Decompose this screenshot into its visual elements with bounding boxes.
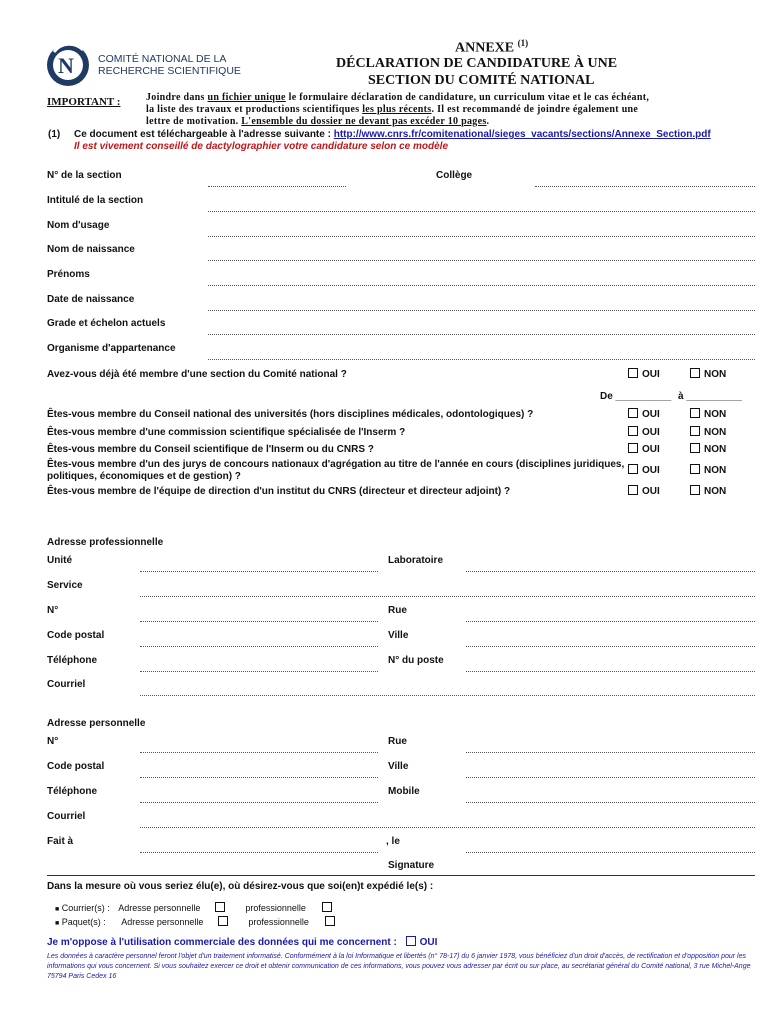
direction-non-checkbox[interactable]: NON bbox=[690, 485, 726, 497]
pro-code-postal-label: Code postal bbox=[47, 630, 105, 641]
important-text: Joindre dans un fichier unique le formulaire déclaration de candidature, un curriculum vitae et le cas échéant, la liste des travaux et productions scientifiques les plus récents. Il est recommandé de joindre également une lettre de motivation. L'ensemble du dossier ne devant pas excéder 10 pages. bbox=[146, 92, 650, 127]
opposition-row: Je m'oppose à l'utilisation commerciale des données qui me concernent : OUI bbox=[47, 937, 438, 948]
download-link[interactable]: http://www.cnrs.fr/comitenational/sieges_vacants/sections/Annexe_Section.pdf bbox=[333, 129, 711, 140]
date-naissance-field[interactable] bbox=[208, 310, 755, 311]
question-conseil-scientifique: Êtes-vous membre du Conseil scientifique de l'Inserm ou du CNRS ? bbox=[47, 444, 374, 455]
checkbox-icon bbox=[628, 368, 638, 378]
important-label: IMPORTANT : bbox=[47, 96, 121, 108]
note-text: Ce document est téléchargeable à l'adresse suivante : http://www.cnrs.fr/comitenational/sieges_vacants/sections/Annexe_Section.pdf bbox=[74, 129, 711, 140]
question-jurys-1: Êtes-vous membre d'un des jurys de concours nationaux d'agrégation au titre de l'année en cours (disciplines juridiques, bbox=[47, 459, 625, 470]
laboratoire-label: Laboratoire bbox=[388, 555, 444, 566]
logo-text bbox=[98, 53, 241, 77]
cnu-non-checkbox[interactable]: NON bbox=[690, 408, 726, 420]
perso-telephone-field[interactable] bbox=[140, 802, 378, 803]
prenoms-label: Prénoms bbox=[47, 269, 90, 280]
perso-mobile-label: Mobile bbox=[388, 786, 420, 797]
direction-oui-checkbox[interactable]: OUI bbox=[628, 485, 660, 497]
logo-line-2: RECHERCHE SCIENTIFIQUE bbox=[98, 65, 241, 77]
perso-courriel-label: Courriel bbox=[47, 811, 86, 822]
intitule-field[interactable] bbox=[208, 211, 755, 212]
question-cnu: Êtes-vous membre du Conseil national des universités (hors disciplines médicales, odontologiques) ? bbox=[47, 409, 534, 420]
pro-rue-label: Rue bbox=[388, 605, 407, 616]
unite-label: Unité bbox=[47, 555, 72, 566]
fait-a-field[interactable] bbox=[140, 852, 378, 853]
question-jurys-2: politiques, économiques et de gestion) ? bbox=[47, 471, 241, 482]
college-field[interactable] bbox=[535, 186, 755, 187]
logo-line-1: COMITÉ NATIONAL DE LA bbox=[98, 53, 227, 65]
inserm-commission-non-checkbox[interactable]: NON bbox=[690, 426, 726, 438]
svg-text:N: N bbox=[58, 53, 74, 78]
courrier-pro-checkbox[interactable] bbox=[322, 902, 332, 912]
organisme-label: Organisme d'appartenance bbox=[47, 343, 176, 354]
paquet-pro-checkbox[interactable] bbox=[325, 916, 335, 926]
cnrs-logo-icon bbox=[45, 42, 95, 88]
courrier-perso-checkbox[interactable] bbox=[215, 902, 225, 912]
pro-rue-field[interactable] bbox=[466, 621, 755, 622]
perso-ville-field[interactable] bbox=[466, 777, 755, 778]
section-label: N° de la section bbox=[47, 170, 122, 181]
pro-ville-label: Ville bbox=[388, 630, 409, 641]
jurys-oui-checkbox[interactable]: OUI bbox=[628, 464, 660, 476]
question-membre-section: Avez-vous déjà été membre d'une section du Comité national ? bbox=[47, 369, 347, 380]
cnrs-logo bbox=[45, 42, 95, 91]
signature-label: Signature bbox=[388, 860, 435, 871]
conseil-non-checkbox[interactable]: NON bbox=[690, 443, 726, 455]
pro-telephone-label: Téléphone bbox=[47, 655, 98, 666]
question-inserm-commission: Êtes-vous membre d'une commission scientifique spécialisée de l'Inserm ? bbox=[47, 427, 406, 438]
nom-naissance-label: Nom de naissance bbox=[47, 244, 135, 255]
jurys-non-checkbox[interactable]: NON bbox=[690, 464, 726, 476]
pro-poste-field[interactable] bbox=[466, 671, 755, 672]
conseil-oui-checkbox[interactable]: OUI bbox=[628, 443, 660, 455]
pro-numero-label: N° bbox=[47, 605, 59, 616]
page-title-1: DÉCLARATION DE CANDIDATURE À UNE bbox=[336, 56, 618, 71]
date-le-label: , le bbox=[386, 836, 400, 847]
unite-field[interactable] bbox=[140, 571, 378, 572]
periode-a[interactable]: à __________ bbox=[678, 391, 742, 402]
laboratoire-field[interactable] bbox=[466, 571, 755, 572]
perso-ville-label: Ville bbox=[388, 761, 409, 772]
inserm-commission-oui-checkbox[interactable]: OUI bbox=[628, 426, 660, 438]
pro-courriel-label: Courriel bbox=[47, 679, 86, 690]
note-advice: Il est vivement conseillé de dactylographier votre candidature selon ce modèle bbox=[74, 141, 449, 152]
pro-numero-field[interactable] bbox=[140, 621, 378, 622]
envoi-question: Dans la mesure où vous seriez élu(e), où désirez-vous que soi(en)t expédié le(s) : bbox=[47, 881, 434, 892]
perso-code-postal-field[interactable] bbox=[140, 777, 378, 778]
section-field[interactable] bbox=[208, 186, 346, 187]
membre-non-checkbox[interactable]: NON bbox=[690, 368, 726, 380]
organisme-field[interactable] bbox=[208, 359, 755, 360]
perso-telephone-label: Téléphone bbox=[47, 786, 98, 797]
fait-a-label: Fait à bbox=[47, 836, 74, 847]
note-number: (1) bbox=[48, 129, 61, 140]
nom-usage-field[interactable] bbox=[208, 236, 755, 237]
perso-numero-field[interactable] bbox=[140, 752, 378, 753]
checkbox-icon bbox=[690, 368, 700, 378]
prenoms-field[interactable] bbox=[208, 285, 755, 286]
date-naissance-label: Date de naissance bbox=[47, 294, 135, 305]
pro-telephone-field[interactable] bbox=[140, 671, 378, 672]
question-direction-institut: Êtes-vous membre de l'équipe de direction d'un institut du CNRS (directeur et directeur adjoint) ? bbox=[47, 486, 511, 497]
envoi-paquet-row: ■ Paquet(s) : Adresse personnelle professionnelle bbox=[55, 916, 339, 927]
college-label: Collège bbox=[436, 170, 473, 181]
perso-rue-field[interactable] bbox=[466, 752, 755, 753]
perso-rue-label: Rue bbox=[388, 736, 407, 747]
paquet-perso-checkbox[interactable] bbox=[218, 916, 228, 926]
page-title-2: SECTION DU COMITÉ NATIONAL bbox=[368, 73, 595, 88]
divider bbox=[47, 875, 755, 876]
perso-courriel-field[interactable] bbox=[140, 827, 755, 828]
perso-numero-label: N° bbox=[47, 736, 59, 747]
nom-usage-label: Nom d'usage bbox=[47, 220, 110, 231]
periode-de[interactable]: De __________ bbox=[600, 391, 672, 402]
intitule-label: Intitulé de la section bbox=[47, 195, 144, 206]
annexe-title: ANNEXE $^{(1)}$ bbox=[455, 38, 529, 56]
adresse-perso-title: Adresse personnelle bbox=[47, 718, 146, 729]
perso-mobile-field[interactable] bbox=[466, 802, 755, 803]
service-field[interactable] bbox=[140, 596, 755, 597]
perso-code-postal-label: Code postal bbox=[47, 761, 105, 772]
cnu-oui-checkbox[interactable]: OUI bbox=[628, 408, 660, 420]
opposition-checkbox[interactable] bbox=[406, 936, 416, 946]
pro-courriel-field[interactable] bbox=[140, 695, 755, 696]
nom-naissance-field[interactable] bbox=[208, 260, 755, 261]
pro-poste-label: N° du poste bbox=[388, 655, 444, 666]
adresse-pro-title: Adresse professionnelle bbox=[47, 537, 164, 548]
pro-ville-field[interactable] bbox=[466, 646, 755, 647]
membre-oui-checkbox[interactable]: OUI bbox=[628, 368, 660, 380]
envoi-courrier-row: ■ Courrier(s) : Adresse personnelle professionnelle bbox=[55, 902, 336, 913]
grade-field[interactable] bbox=[208, 334, 755, 335]
service-label: Service bbox=[47, 580, 83, 591]
grade-label: Grade et échelon actuels bbox=[47, 318, 166, 329]
date-le-field[interactable] bbox=[466, 852, 755, 853]
legal-notice: Les données à caractère personnel feront l'objet d'un traitement informatisé. Conformément à la loi Informatique et libertés (n° 78-17) du 6 janvier 1978, vous bénéficiez d'un droit d'accès, de rectification et d'opposition pour les informations qui vous concernent. Si vous souhaitez exercer ce droit et obtenir communication de ces informations, vous pouvez vous adresser par écrit ou sur place, au secrétariat général du Comité national, 3 rue Michel-Ange 75794 Paris Cedex 16 bbox=[47, 953, 751, 980]
pro-code-postal-field[interactable] bbox=[140, 646, 378, 647]
